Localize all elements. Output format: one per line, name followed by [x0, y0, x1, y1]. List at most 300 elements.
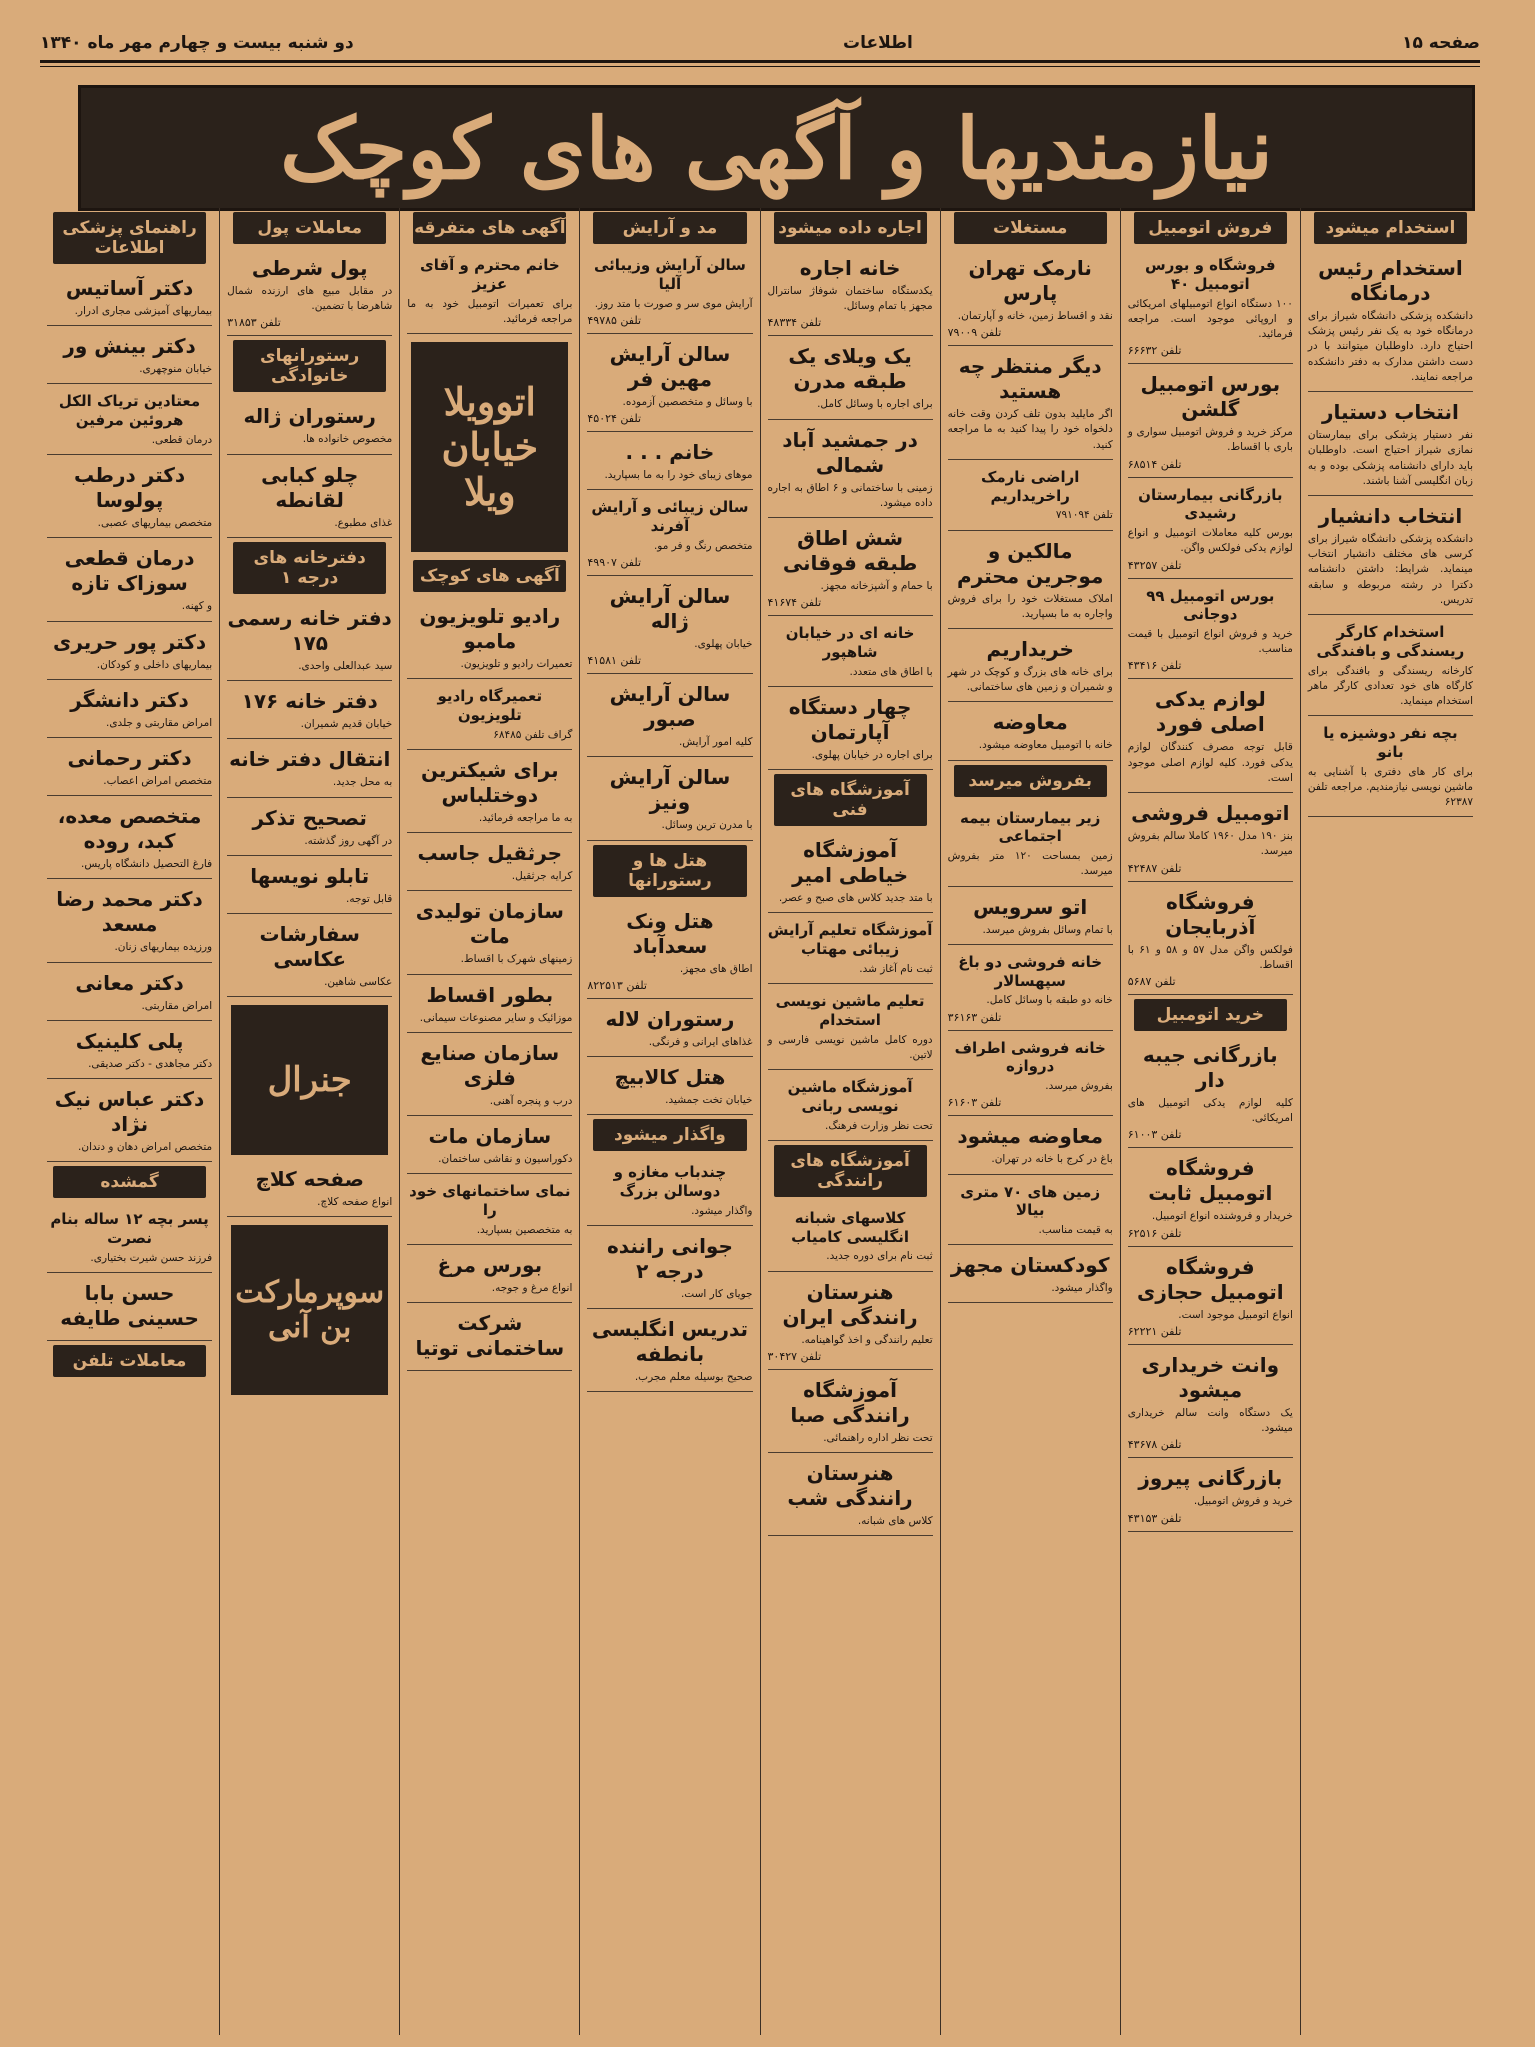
header-rule-thin [40, 66, 1480, 67]
ad-body: امراض مقاربتی و جلدی. [106, 716, 213, 729]
classified-ad [407, 683, 572, 750]
ad-body: تعمیرات رادیو و تلویزیون. [460, 657, 573, 670]
ad-phone: تلفن ۷۹۰۰۹ [947, 326, 1002, 340]
classified-ad [47, 742, 212, 796]
ad-headline: سالن آرایش مهین فر [609, 341, 731, 391]
ad-phone: تلفن ۴۲۴۸۷ [1127, 861, 1182, 875]
ad-phone: تلفن ۳۶۱۶۳ [947, 1010, 1002, 1024]
classified-ad [768, 252, 933, 336]
ad-headline: چلو کبابی لقانطه [261, 462, 359, 512]
ad-headline: بازرگانی بیمارستان رشیدی [1138, 485, 1283, 523]
classified-ad [407, 600, 572, 679]
classified-ad [768, 988, 933, 1070]
ad-phone: تلفن ۴۹۹۰۷ [587, 555, 642, 569]
ad-body: تحت نظر وزارت فرهنگ. [825, 1119, 933, 1132]
classified-ad [1128, 1152, 1293, 1246]
classified-ad [1128, 368, 1293, 477]
ad-headline: رادیو تلویزیون مامبو [419, 603, 561, 653]
classified-ad [948, 464, 1113, 531]
classified-ad [948, 350, 1113, 460]
classified-ad [227, 743, 392, 797]
ad-headline: آموزشگاه خیاطی امیر [792, 838, 909, 888]
ad-headline: فروشگاه اتومبیل ثابت [1148, 1156, 1273, 1206]
ad-phone: تلفن ۳۰۴۲۷ [767, 1349, 822, 1363]
ad-headline: تعلیم ماشین نویسی استخدام [775, 992, 925, 1029]
ad-columns [40, 208, 1480, 2035]
section-phone: معاملات تلفن [53, 1345, 206, 1377]
ad-body: خیابان قدیم شمیران. [300, 718, 393, 731]
classified-ad [47, 800, 212, 879]
classified-ad [587, 580, 752, 674]
ad-headline: خانه فروشی دو باغ سپهسالار [958, 952, 1103, 990]
ad-body: برای اجاره در خیابان پهلوی. [811, 749, 933, 762]
newspaper-name: اطلاعات [842, 33, 913, 53]
ad-headline: تصحیح تذکر [252, 805, 367, 830]
classified-ad [407, 1120, 572, 1174]
classified-ad [47, 1277, 212, 1341]
classified-ad [1128, 797, 1293, 881]
ad-body: انواع اتومبیل موجود است. [1178, 1308, 1293, 1321]
column-misc [399, 208, 579, 2035]
ad-body: با مدرن ترین وسائل. [661, 819, 753, 832]
ad-body: کلیه لوازم یدکی اتومبیل های امریکائی. [1127, 1097, 1293, 1125]
ad-headline: آموزشگاه تعلیم آرایش زیبائی مهتاب [767, 921, 933, 959]
ad-headline: صفحه کلاچ [255, 1167, 364, 1192]
ad-headline: دکتر آساتیس [65, 276, 194, 300]
section-lost: گمشده [53, 1166, 206, 1198]
ad-headline: دکتر محمد رضا مسعد [56, 887, 203, 937]
ad-headline: خانم . . . [625, 439, 715, 464]
column-property [940, 208, 1120, 2035]
ad-body: به ما مراجعه فرمائید. [478, 811, 573, 824]
classified-ad [587, 252, 752, 334]
classified-ad [587, 1003, 752, 1057]
ad-body: عکاسی شاهین. [324, 975, 393, 988]
ad-headline: پسر بچه ۱۲ ساله بنام نصرت [50, 1210, 209, 1248]
ad-body: دکتر مجاهدی - دکتر صدیقی. [88, 1057, 213, 1070]
section-property: مستغلات [954, 212, 1107, 244]
ad-body: امراض مقاربتی. [141, 999, 213, 1012]
ad-body: زمین بمساحت ۱۲۰ متر بفروش میرسد. [947, 850, 1113, 878]
ad-headline: سالن آرایش ونیز [609, 765, 731, 815]
otovilla-ad-box: اتوویلا خیابان ویلا [411, 342, 568, 552]
column-cars [1120, 208, 1300, 2035]
ad-headline: زیر بیمارستان بیمه اجتماعی [960, 808, 1101, 846]
section-hotels: هتل ها و رستورانها [593, 845, 746, 897]
classified-ad [948, 1120, 1113, 1174]
classified-ad [1308, 720, 1473, 817]
classified-ad [1128, 482, 1293, 579]
section-employment: استخدام میشود [1314, 212, 1467, 244]
classified-ad [407, 1037, 572, 1116]
ad-headline: خانم محترم و آقای عزیز [419, 256, 560, 293]
ad-headline: بورس اتومبیل گلشن [1140, 372, 1281, 422]
ad-headline: استخدام کارگر ریسندگی و بافندگی [1316, 623, 1465, 660]
ad-headline: خانه فروشی اطراف دروازه [954, 1038, 1106, 1076]
ad-body: املاک مستغلات خود را برای فروش واجاره به ما بسپارید. [947, 592, 1113, 620]
ad-body: گراف تلفن ۶۸۴۸۵ [493, 728, 573, 741]
ad-headline: آموزشگاه ماشین نویسی ربانی [787, 1078, 913, 1115]
ad-headline: هتل کالابیچ [614, 1064, 726, 1089]
ad-body: جویای کار است. [680, 1287, 753, 1300]
classified-ad [1128, 886, 1293, 995]
ad-body: آرایش موی سر و صورت با متد روز. [594, 297, 753, 310]
ad-headline: تدریس انگلیسی بانطفه [591, 1317, 749, 1367]
ad-body: ۱۰۰ دستگاه انواع اتومبیلهای امریکائی و اروپائی موجود است. مراجعه فرمائید. [1127, 297, 1293, 340]
ad-body: برای تعمیرات اتومبیل خود به ما مراجعه فرمائید. [407, 297, 573, 325]
ad-body: کارخانه ریسندگی و بافندگی برای کارگاه های خود تعدادی کارگر ماهر استخدام مینماید. [1307, 664, 1473, 707]
classified-ad [587, 678, 752, 757]
ad-headline: دکتر رحمانی [67, 746, 192, 771]
ad-headline: دفتر خانه رسمی ۱۷۵ [227, 605, 392, 655]
section-schools: آموزشگاه های فنی [774, 774, 927, 826]
ad-headline: هنرستان رانندگی شب [787, 1461, 913, 1510]
classified-ad [227, 459, 392, 538]
ad-headline: رستوران ژاله [243, 404, 376, 429]
section-notary: دفترخانه های درجه ۱ [233, 542, 386, 594]
section-small-ads: آگهی های کوچک [413, 560, 566, 592]
classified-ad [768, 1374, 933, 1453]
ad-headline: بازرگانی پیروز [1138, 1466, 1283, 1491]
ad-body: تلفن ۷۹۱۰۹۴ [1055, 509, 1113, 522]
ad-headline: سالن آرایش ژاله [609, 583, 731, 633]
ad-headline: اتو سرویس [973, 894, 1088, 919]
ad-headline: سالن آرایش وزیبائی آلیا [594, 256, 746, 293]
ad-headline: بطور اقساط [426, 982, 554, 1007]
ad-headline: کلاسهای شبانه انگلیسی کامیاب [791, 1208, 909, 1246]
classified-ad [768, 340, 933, 419]
ad-body: خیابان منوچهری. [139, 363, 213, 376]
ad-body: نفر دستیار پزشکی برای بیمارستان نمازی شیراز احتیاج است. داوطلبان باید دارای دانشنامه پزشکی بوده و به زبان انگلیسی آشنا باشند. [1307, 429, 1473, 487]
ad-body: و کهنه. [181, 600, 213, 613]
ad-phone: تلفن ۴۳۲۵۷ [1127, 558, 1182, 572]
section-beauty: مد و آرایش [593, 212, 746, 244]
ad-phone: تلفن ۶۸۵۱۴ [1127, 457, 1182, 471]
ad-headline: تابلو نویسها [250, 863, 370, 888]
ad-body: به متخصصین بسپارید. [476, 1223, 573, 1236]
ad-headline: تعمیرگاه رادیو تلویزیون [437, 687, 543, 724]
classified-ad [47, 967, 212, 1021]
classified-ad [587, 1230, 752, 1309]
section-driving: آموزشگاه های رانندگی [774, 1145, 927, 1197]
ad-body: در مقابل مبیع های ارزنده شمال شاهرضا با تضمین. [227, 285, 393, 313]
ad-body: متخصص امراض دهان و دندان. [78, 1141, 213, 1154]
ad-headline: انتخاب دانشیار [1318, 503, 1463, 528]
ad-headline: چندباب مغازه و دوسالن بزرگ [613, 1163, 727, 1200]
classified-ad [47, 459, 212, 538]
ad-body: درب و پنجره آهنی. [489, 1094, 573, 1107]
ad-headline: پلی کلینیک [75, 1028, 184, 1053]
classified-ad [1128, 683, 1293, 793]
ad-headline: دکتر درطب پولوسا [73, 463, 186, 513]
classified-ad [948, 949, 1113, 1031]
ad-body: تعلیم رانندگی و اخذ گواهینامه. [801, 1333, 933, 1346]
ad-body: خانه با اتومبیل معاوضه میشود. [978, 739, 1113, 752]
classified-ad [587, 338, 752, 432]
ad-headline: معاوضه میشود [957, 1124, 1104, 1149]
column-money [219, 208, 399, 2035]
ad-phone: تلفن ۶۱۰۰۳ [1127, 1128, 1182, 1142]
classified-ad [227, 400, 392, 454]
column-employment [1300, 208, 1480, 2035]
ad-headline: هتل ونک سعدآباد [626, 908, 714, 958]
ad-body: قابل توجه. [346, 892, 393, 905]
ad-body: بورس کلیه معاملات اتومبیل و انواع لوازم یدکی فولکس واگن. [1127, 527, 1293, 555]
section-banner [78, 85, 1475, 211]
section-misc: آگهی های متفرقه [413, 212, 566, 244]
classified-ad [587, 1061, 752, 1115]
classified-ad [47, 388, 212, 455]
ad-body: صحیح بوسیله معلم مجرب. [634, 1371, 753, 1384]
section-for-sale: بفروش میرسد [954, 765, 1107, 797]
ad-body: خریدار و فروشنده انواع اتومبیل. [1151, 1210, 1293, 1223]
supermarket-ad-box: سوپرمارکت بن آنی [231, 1225, 388, 1395]
column-beauty [579, 208, 759, 2035]
classified-ad [768, 1276, 933, 1370]
ad-headline: فروشگاه آذربایجان [1165, 889, 1256, 939]
ad-headline: انتقال دفتر خانه [229, 747, 391, 772]
classified-ad [1128, 1349, 1293, 1458]
ad-headline: وانت خریداری میشود [1141, 1352, 1280, 1402]
ad-body: یک دستگاه وانت سالم خریداری میشود. [1127, 1406, 1293, 1435]
classified-ad [768, 522, 933, 616]
ad-body: درمان قطعی. [151, 433, 213, 446]
classified-ad [407, 979, 572, 1033]
ad-body: دوره کامل ماشین نویسی فارسی و لاتین. [767, 1033, 933, 1061]
classified-ad [227, 602, 392, 681]
classified-ad [47, 626, 212, 680]
classified-ad [407, 252, 572, 334]
ad-body: کرایه جرثقیل. [511, 870, 573, 883]
classified-ad [407, 1249, 572, 1303]
section-medical: راهنمای پزشکی اطلاعات [53, 212, 206, 264]
ad-body: با حمام و آشپزخانه مجهز. [820, 580, 933, 593]
classified-ad [768, 1457, 933, 1536]
ad-headline: شرکت ساختمانی توتیا [415, 1311, 565, 1361]
ad-body: مرکز خرید و فروش اتومبیل سواری و باری با اقساط. [1127, 426, 1293, 454]
ad-headline: بورس مرغ [437, 1252, 543, 1277]
ad-body: کلیه امور آرایش. [678, 736, 753, 749]
ad-headline: برای شیکترین دوختلباس [420, 757, 559, 807]
ad-body: دانشکده پزشکی دانشگاه شیراز برای درمانگاه خود به یک نفر رئیس پزشک احتیاج دارد. داوطلبان میتوانند با در دست داشتن مدارک به دفتر دانشکده مراجعه نمایند. [1307, 310, 1473, 383]
ad-headline: سالن زیبائی و آرایش آفرند [591, 498, 749, 535]
ad-phone: تلفن ۴۱۶۷۴ [767, 596, 822, 610]
ad-headline: معتادین تریاک الکل هروئین مرفین [58, 392, 201, 430]
classified-ad [948, 1249, 1113, 1303]
ad-phone: تلفن ۴۸۳۳۴ [767, 316, 822, 330]
ad-phone: تلفن ۶۲۲۲۱ [1127, 1324, 1182, 1338]
classified-ad [1308, 396, 1473, 496]
ad-body: تحت نظر اداره راهنمائی. [823, 1431, 933, 1444]
classified-ad [47, 1025, 212, 1079]
ad-body: با وسائل و متخصصین آزموده. [622, 395, 753, 408]
ad-phone: تلفن ۶۶۶۳۲ [1127, 344, 1182, 358]
classified-ad [47, 684, 212, 738]
ad-body: زمینی با ساختمانی و ۶ اطاق به اجاره داده میشود. [767, 481, 933, 509]
ad-body: بفروش میرسد. [1045, 1080, 1113, 1093]
ad-body: یکدستگاه ساختمان شوفاژ سانترال مجهز با تمام وسائل. [767, 285, 933, 313]
ad-headline: دکتر عباس نیک نژاد [54, 1087, 205, 1137]
ad-headline: فروشگاه و بورس اتومبیل ۴۰ [1145, 256, 1276, 293]
classified-ad [948, 1179, 1113, 1246]
page-header [40, 28, 1480, 58]
classified-ad [47, 1083, 212, 1162]
classified-ad [1128, 1462, 1293, 1531]
classified-ad [768, 691, 933, 770]
ad-body: متخصص امراض اعصاب. [103, 775, 213, 788]
ad-body: موزائیک و سایر مصنوعات سیمانی. [419, 1011, 573, 1024]
ad-body: کلاس های شبانه. [857, 1515, 933, 1527]
ad-body: فارغ التحصیل دانشگاه پاریس. [81, 858, 213, 871]
classified-ad [948, 535, 1113, 629]
banner-title: نیازمندیها و آگهی های کوچک [280, 98, 1273, 198]
ad-headline: آموزشگاه رانندگی صبا [790, 1377, 910, 1427]
ad-body: خرید و فروش اتومبیل. [1193, 1495, 1293, 1508]
ad-headline: سفارشات عکاسی [259, 921, 360, 971]
classified-ad [1128, 1039, 1293, 1148]
ad-body: با متد جدید کلاس های صبح و عصر. [778, 892, 933, 905]
classified-ad [1308, 252, 1473, 392]
classified-ad [587, 761, 752, 840]
ad-body: خیابان تخت جمشید. [665, 1093, 753, 1106]
ad-headline: حسن بابا حسینی طایفه [60, 1281, 199, 1331]
ad-headline: دیگر منتظر چه هستید [958, 354, 1102, 404]
section-transfer: واگذار میشود [593, 1119, 746, 1151]
ad-headline: انتخاب دستیار [1322, 400, 1459, 425]
ad-phone: تلفن ۸۲۲۵۱۳ [587, 978, 647, 992]
column-medical [40, 208, 219, 2035]
section-car-sale: فروش اتومبیل [1134, 212, 1287, 244]
section-car-buy: خرید اتومبیل [1134, 999, 1287, 1031]
ad-headline: بورس اتومبیل ۹۹ دوجانی [1146, 586, 1275, 624]
ad-body: خرید و فروش انواع اتومبیل با قیمت مناسب. [1127, 628, 1293, 656]
ad-body: اطاق های مجهز. [679, 962, 753, 975]
ad-headline: دکتر بینش ور [63, 334, 196, 359]
ad-headline: چهار دستگاه آپارتمان [788, 695, 912, 745]
classified-ad [948, 633, 1113, 702]
ad-headline: جوانی راننده درجه ۲ [606, 1233, 733, 1283]
ad-headline: کودکستان مجهز [950, 1253, 1110, 1278]
ad-phone: تلفن ۴۳۶۷۸ [1127, 1438, 1182, 1452]
classified-ad [227, 252, 392, 336]
classified-ad [768, 424, 933, 518]
ad-body: اگر مایلید بدون تلف کردن وقت خانه دلخواه خود را پیدا کنید به ما مراجعه کنید. [947, 408, 1113, 451]
ad-headline: در جمشید آباد شمالی [782, 427, 918, 477]
ad-headline: اتومبیل فروشی [1131, 801, 1290, 826]
ad-headline: خانه ای در خیابان شاهپور [785, 624, 915, 662]
classified-ad [227, 918, 392, 997]
classified-ad [587, 1159, 752, 1226]
ad-headline: رستوران لاله [605, 1006, 735, 1031]
ad-headline: شش اطاق طبقه فوقانی [782, 526, 918, 576]
classified-ad [227, 860, 392, 914]
ad-phone: تلفن ۳۱۸۵۳ [227, 316, 281, 330]
classified-ad [227, 802, 392, 856]
classified-ad [227, 1163, 392, 1217]
ad-body: انواع صفحه کلاچ. [317, 1196, 393, 1209]
classified-ad [407, 1178, 572, 1245]
ad-body: فولکس واگن مدل ۵۷ و ۵۸ و ۶۱ با اقساط. [1127, 943, 1293, 971]
classified-ad [407, 837, 572, 891]
classified-ad [948, 891, 1113, 945]
ad-body: بیماریهای داخلی و کودکان. [96, 658, 213, 671]
ad-headline: سالن آرایش صبور [609, 682, 731, 732]
ad-body: فرزند حسن شیرت بختیاری. [90, 1251, 213, 1264]
ad-body: برای خانه های بزرگ و کوچک در شهر و شمیران و زمین های ساختمانی. [947, 666, 1113, 694]
ad-headline: سازمان تولیدی مات [415, 899, 564, 949]
ad-headline: جرثقیل جاسب [417, 841, 563, 866]
ad-headline: یک ویلای یک طبقه مدرن [788, 344, 912, 394]
ad-body: واگذار میشود. [691, 1204, 753, 1217]
classified-ad [1308, 619, 1473, 716]
ad-body: خیابان پهلوی. [694, 637, 753, 650]
classified-ad [768, 1205, 933, 1272]
ad-body: قابل توجه مصرف کنندگان لوازم یدکی فورد. کلیه لوازم اصلی موجود است. [1127, 741, 1293, 784]
header-rule [40, 60, 1480, 63]
ad-body: ثبت نام برای دوره جدید. [826, 1250, 933, 1263]
classified-ad [948, 706, 1113, 760]
section-money: معاملات پول [233, 212, 386, 244]
ad-body: متخصص رنگ و فر مو. [653, 539, 753, 552]
column-rent-schools [760, 208, 940, 2035]
ad-headline: معاوضه [992, 710, 1068, 735]
section-rent: اجاره داده میشود [774, 212, 927, 244]
classified-ad [948, 1035, 1113, 1117]
classified-ad [768, 917, 933, 984]
page-number: صفحه ۱۵ [1402, 33, 1480, 53]
ad-headline: هنرستان رانندگی ایران [782, 1279, 918, 1329]
ad-body: موهای زیبای خود را به ما بسپارید. [604, 468, 753, 481]
issue-date: دو شنبه بیست و چهارم مهر ماه ۱۳۴۰ [40, 33, 354, 53]
ad-headline: فروشگاه اتومبیل حجازی [1137, 1254, 1284, 1304]
ad-headline: خانه اجاره [799, 256, 901, 280]
classified-ad [948, 252, 1113, 346]
classified-ad [1128, 1251, 1293, 1345]
ad-body: دکوراسیون و نقاشی ساختمان. [438, 1152, 573, 1165]
ad-body: زمینهای شهرک با اقساط. [460, 953, 573, 966]
general-ad-box: جنرال [231, 1005, 388, 1155]
ad-phone: تلفن ۵۶۸۷ [1127, 975, 1176, 988]
ad-headline: سازمان صنایع فلزی [420, 1040, 560, 1090]
ad-headline: اراضی نارمک راخریداریم [981, 467, 1080, 505]
classified-ad [1308, 500, 1473, 615]
classified-ad [1128, 583, 1293, 680]
ad-body: غذای مطبوع. [334, 516, 393, 529]
ad-headline: پول شرطی [251, 256, 368, 280]
ad-body: ثبت نام آغاز شد. [859, 962, 933, 975]
ad-headline: دکتر دانشگر [70, 687, 189, 712]
classified-ad [407, 895, 572, 974]
ad-phone: تلفن ۴۳۴۱۶ [1127, 659, 1182, 673]
ad-headline: دکتر معانی [75, 970, 184, 995]
ad-body: باغ در کرج با خانه در تهران. [991, 1153, 1113, 1166]
ad-body: به محل جدید. [332, 776, 393, 789]
classified-ad [407, 754, 572, 833]
classified-ad [768, 1074, 933, 1141]
ad-headline: دکتر پور حریری [53, 629, 207, 654]
ad-body: بنز ۱۹۰ مدل ۱۹۶۰ کاملا سالم بفروش میرسد. [1127, 830, 1293, 858]
ad-phone: تلفن ۶۲۵۱۶ [1127, 1226, 1182, 1240]
section-restaurants: رستورانهای خانوادگی [233, 340, 386, 392]
classified-ad [768, 834, 933, 913]
ad-body: سید عبدالعلی واحدی. [298, 659, 393, 672]
ad-body: غذاهای ایرانی و فرنگی. [648, 1035, 753, 1048]
ad-body: برای کار های دفتری با آشنایی به ماشین نویسی نیازمندیم. مراجعه تلفن ۶۲۳۸۷ [1307, 765, 1473, 809]
ad-phone: تلفن ۴۹۷۸۵ [587, 313, 642, 327]
ad-headline: دفتر خانه ۱۷۶ [241, 689, 378, 714]
ad-headline: بازرگانی جیبه دار [1142, 1043, 1278, 1092]
ad-body: متخصص بیماریهای عصبی. [97, 517, 213, 530]
